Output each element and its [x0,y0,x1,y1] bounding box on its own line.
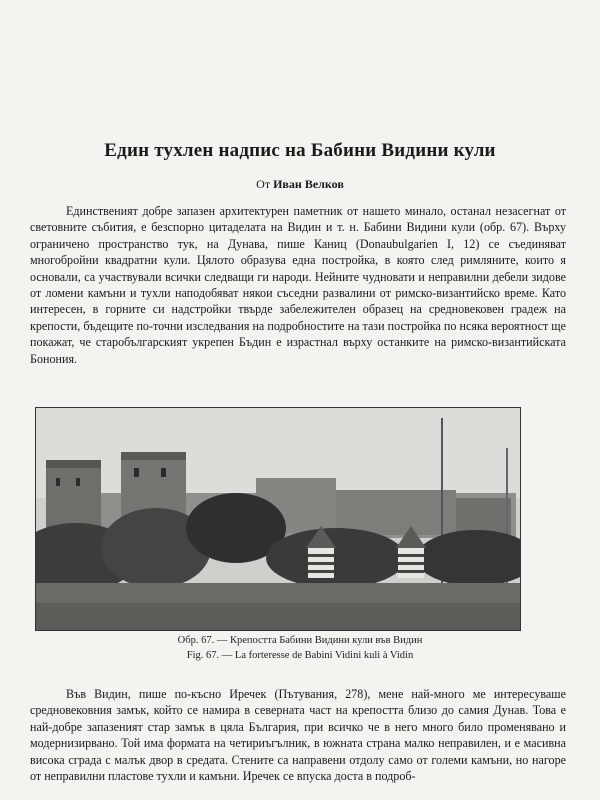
byline-prefix: От [256,177,271,191]
article-byline [0,177,600,192]
article-title: Един тухлен надпис на Бабини Видини кули [104,140,496,161]
fortress-photo-illustration [36,408,520,630]
author-name: Иван Велков [273,177,344,191]
fortress-photograph [35,407,521,631]
figure-caption-bg: Обр. 67. — Крепостта Бабини Видини кули във Видин [177,635,423,646]
paragraph-intro: Единственият добре запазен архитектурен паметник от нашето минало, останал незасегнат от световните събития, е безспорно цитаделата на Видин и т. н. Бабини Видини кули (обр. 67). Върху ограничено пространство тук, на Дунава, пише Каниц (Donaubulgarien I, 12) се съединяват многобройни квадратни кули. Цялото образува една постройка, в която след римляните, които я основали, са участвували всички следващи ги народи. Нейните чудновати и неправилни дебели зидове от ломени камъни и тухли наподобяват някои съседни развалини от римско-византийско време. Като интересен, в горните си надстройки твърде забележителен образец на средновековен градеж на крепости, бъдещите по-точни изследвания на подробностите на тази постройка по нсяка вероятност ще покажат, че старобългарският укрепен Бъдин е израстнал върху останките на римско-византийската Бонония. [30,204,566,366]
figure-caption-fr: Fig. 67. — La forteresse de Babini Vidini kuli à Vidin [186,650,414,661]
paragraph-jirecek: Във Видин, пише по-късно Иречек (Пътувания, 278), мене най-много ме интересуваше средновековния замък, който се намира в северната част на крепостта близо до самия Дунав. Това е най-добре запазеният стар замък в цяла България, при всичко че в него много било променявано и модернизирвано. Той има формата на четириъгълник, в южната страна малко неправилен, и е масивна висока сграда с малък двор в средата. Стените са направени отдолу само от големи камъни, но нагоре от неправилни пластове тухли и камъни. Иречек се впуска доста в подроб- [30,687,566,784]
